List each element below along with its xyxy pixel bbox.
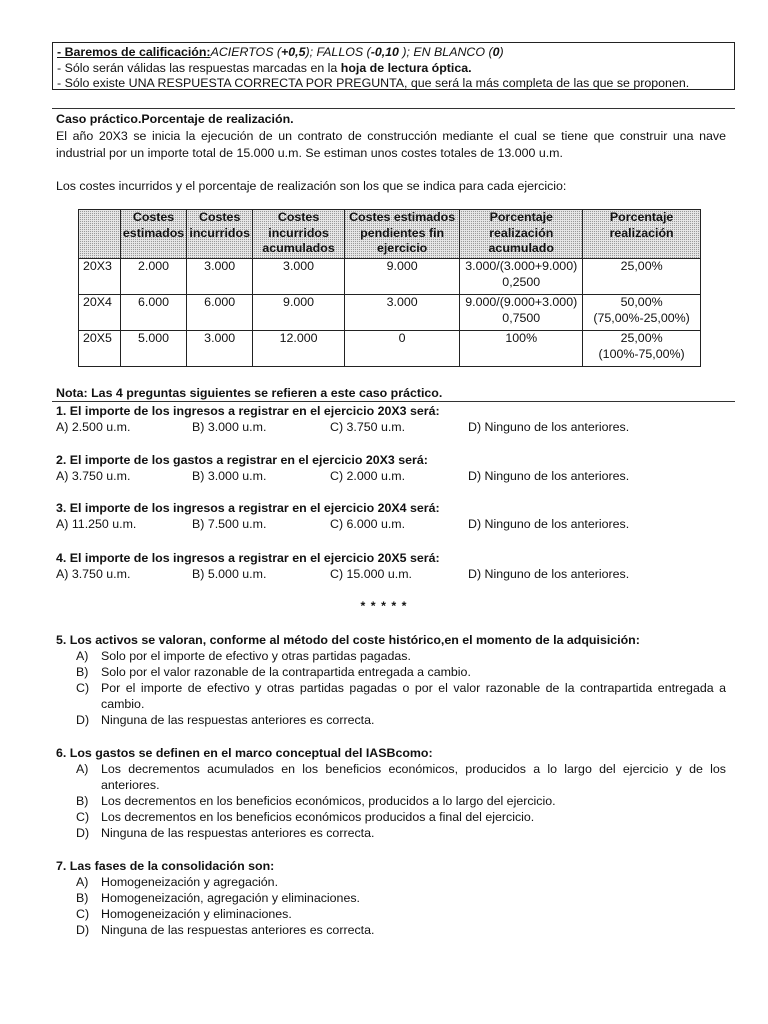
question-2: 2. El importe de los gastos a registrar en el ejercicio 20X3 será:	[56, 453, 428, 467]
optical-rule-text: - Sólo serán válidas las respuestas marcadas en la	[57, 60, 341, 75]
option-letter: C)	[76, 907, 90, 921]
table-header	[79, 210, 121, 259]
option-d[interactable]: D) Ninguno de los anteriores.	[468, 567, 630, 581]
question-1: 1. El importe de los ingresos a registrar en el ejercicio 20X3 será:	[56, 404, 440, 418]
option-c[interactable]: C) 15.000 u.m.	[330, 567, 412, 581]
option-a[interactable]: A) 3.750 u.m.	[56, 469, 131, 483]
case-title: Caso práctico.Porcentaje de realización.	[56, 112, 294, 126]
option-a[interactable]: A) 2.500 u.m.	[56, 420, 131, 434]
table-cell: 0	[344, 331, 459, 367]
separator-asterisks: * * * * *	[360, 599, 408, 613]
table-header: Costes estimados pendientes fin ejercicio	[344, 210, 459, 259]
table-row	[79, 259, 701, 295]
cell-line: 3.000/(3.000+9.000)	[465, 259, 578, 273]
cell-line: (100%-75,00%)	[598, 346, 685, 361]
cell-line: 50,00%	[620, 295, 663, 309]
table-header: Porcentaje realización acumulado	[460, 210, 583, 259]
option-letter: A)	[76, 762, 89, 776]
table-header: Porcentaje realización	[583, 210, 701, 259]
table-cell	[460, 295, 583, 331]
close-paren: )	[499, 45, 504, 59]
divider	[52, 401, 735, 402]
year-cell: 20X3	[79, 259, 121, 295]
option-text: cambio.	[101, 697, 145, 711]
table-cell	[460, 259, 583, 295]
option-b[interactable]: B) 5.000 u.m.	[192, 567, 267, 581]
aciertos-value: +0,5	[281, 45, 306, 59]
option-b[interactable]: B) 3.000 u.m.	[192, 420, 267, 434]
question-3: 3. El importe de los ingresos a registrar en el ejercicio 20X4 será:	[56, 501, 440, 515]
option-text: Homogeneización y eliminaciones.	[101, 907, 292, 921]
table-header: Costes incurridos acumulados	[253, 210, 345, 259]
table-cell	[583, 259, 701, 295]
option-a[interactable]: A) 11.250 u.m.	[56, 517, 137, 531]
option-text: Los decrementos acumulados en los beneficios económicos, producidos a lo largo del ejercicio y de los	[101, 762, 726, 776]
cost-table	[78, 209, 701, 367]
table-cell: 9.000	[253, 295, 345, 331]
cell-line: 0,7500	[502, 310, 541, 325]
divider	[52, 108, 735, 109]
option-a[interactable]: A) 3.750 u.m.	[56, 567, 131, 581]
table-header: Costes estimados	[120, 210, 186, 259]
grading-rules-line	[57, 45, 730, 61]
cell-line: 25,00%	[620, 259, 663, 273]
case-note: Nota: Las 4 preguntas siguientes se refieren a este caso práctico.	[56, 386, 443, 400]
option-text: Homogeneización y agregación.	[101, 875, 279, 889]
cell-line: 25,00%	[620, 331, 663, 345]
grading-label: - Baremos de calificación:	[57, 45, 211, 59]
option-letter: B)	[76, 665, 89, 679]
table-row	[79, 295, 701, 331]
option-text: Los decrementos en los beneficios económicos, producidos a lo largo del ejercicio.	[101, 794, 556, 808]
option-letter: B)	[76, 794, 89, 808]
option-c[interactable]: C) 2.000 u.m.	[330, 469, 406, 483]
option-c[interactable]: C) 3.750 u.m.	[330, 420, 406, 434]
year-cell: 20X5	[79, 331, 121, 367]
cell-line: 9.000/(9.000+3.000)	[465, 295, 578, 309]
blanco-value: 0	[492, 45, 500, 59]
option-text: Solo por el valor razonable de la contrapartida entregada a cambio.	[101, 665, 471, 679]
option-d[interactable]: D) Ninguno de los anteriores.	[468, 469, 630, 483]
table-cell: 3.000	[253, 259, 345, 295]
cell-line: (75,00%-25,00%)	[593, 310, 690, 325]
question-4: 4. El importe de los ingresos a registrar en el ejercicio 20X5 será:	[56, 551, 440, 565]
table-cell: 6.000	[187, 295, 253, 331]
blanco-text: ); EN BLANCO (	[398, 45, 493, 59]
option-letter: A)	[76, 649, 89, 663]
optical-sheet-rule	[57, 61, 730, 77]
optical-rule-bold: hoja de lectura óptica.	[340, 60, 472, 75]
single-answer-rule: - Sólo existe UNA RESPUESTA CORRECTA POR PREGUNTA, que será la más completa de las que se proponen.	[57, 76, 690, 90]
table-cell: 9.000	[344, 259, 459, 295]
table-header: Costes incurridos	[187, 210, 253, 259]
year-cell: 20X4	[79, 295, 121, 331]
option-letter: D)	[76, 923, 90, 937]
case-intro-line-1: El año 20X3 se inicia la ejecución de un contrato de construcción mediante el cual se tiene que construir una nave	[56, 129, 726, 143]
option-letter: D)	[76, 713, 90, 727]
fallos-value: -0,10	[370, 45, 399, 59]
option-letter: B)	[76, 891, 89, 905]
table-cell: 6.000	[120, 295, 186, 331]
table-cell: 12.000	[253, 331, 345, 367]
table-cell: 2.000	[120, 259, 186, 295]
table-cell: 5.000	[120, 331, 186, 367]
aciertos-text: ACIERTOS (	[210, 45, 282, 59]
option-d[interactable]: D) Ninguno de los anteriores.	[468, 517, 630, 531]
table-cell	[583, 295, 701, 331]
grading-rules-box	[52, 42, 735, 90]
fallos-text: ); FALLOS (	[305, 45, 371, 59]
table-cell	[583, 331, 701, 367]
table-cell	[460, 331, 583, 367]
option-text: Ninguna de las respuestas anteriores es correcta.	[101, 826, 375, 840]
table-cell: 3.000	[187, 331, 253, 367]
option-letter: D)	[76, 826, 90, 840]
option-letter: C)	[76, 681, 90, 695]
cell-line: 0,2500	[502, 274, 541, 289]
option-text: anteriores.	[101, 778, 160, 792]
case-intro-line-2: industrial por un importe total de 15.000 u.m. Se estiman unos costes totales de 13.000 u.m.	[56, 146, 563, 160]
option-text: Por el importe de efectivo y otras partidas pagadas o por el valor razonable de la contrapartida entregada a	[101, 681, 726, 695]
case-intro-line-3: Los costes incurridos y el porcentaje de realización son los que se indica para cada ejercicio:	[56, 179, 567, 193]
option-text: Ninguna de las respuestas anteriores es correcta.	[101, 923, 375, 937]
question-5: 5. Los activos se valoran, conforme al método del coste histórico,en el momento de la adquisición:	[56, 633, 640, 647]
question-6: 6. Los gastos se definen en el marco conceptual del IASBcomo:	[56, 746, 433, 760]
option-letter: A)	[76, 875, 89, 889]
option-text: Solo por el importe de efectivo y otras partidas pagadas.	[101, 649, 411, 663]
option-text: Homogeneización, agregación y eliminaciones.	[101, 891, 360, 905]
option-b[interactable]: B) 3.000 u.m.	[192, 469, 267, 483]
option-b[interactable]: B) 7.500 u.m.	[192, 517, 267, 531]
option-text: Ninguna de las respuestas anteriores es correcta.	[101, 713, 375, 727]
cell-line: 100%	[505, 331, 538, 345]
question-7: 7. Las fases de la consolidación son:	[56, 859, 275, 873]
option-c[interactable]: C) 6.000 u.m.	[330, 517, 406, 531]
table-cell: 3.000	[187, 259, 253, 295]
option-text: Los decrementos en los beneficios económicos producidos a final del ejercicio.	[101, 810, 535, 824]
option-letter: C)	[76, 810, 90, 824]
table-header-row	[79, 210, 701, 259]
option-d[interactable]: D) Ninguno de los anteriores.	[468, 420, 630, 434]
table-row	[79, 331, 701, 367]
table-cell: 3.000	[344, 295, 459, 331]
